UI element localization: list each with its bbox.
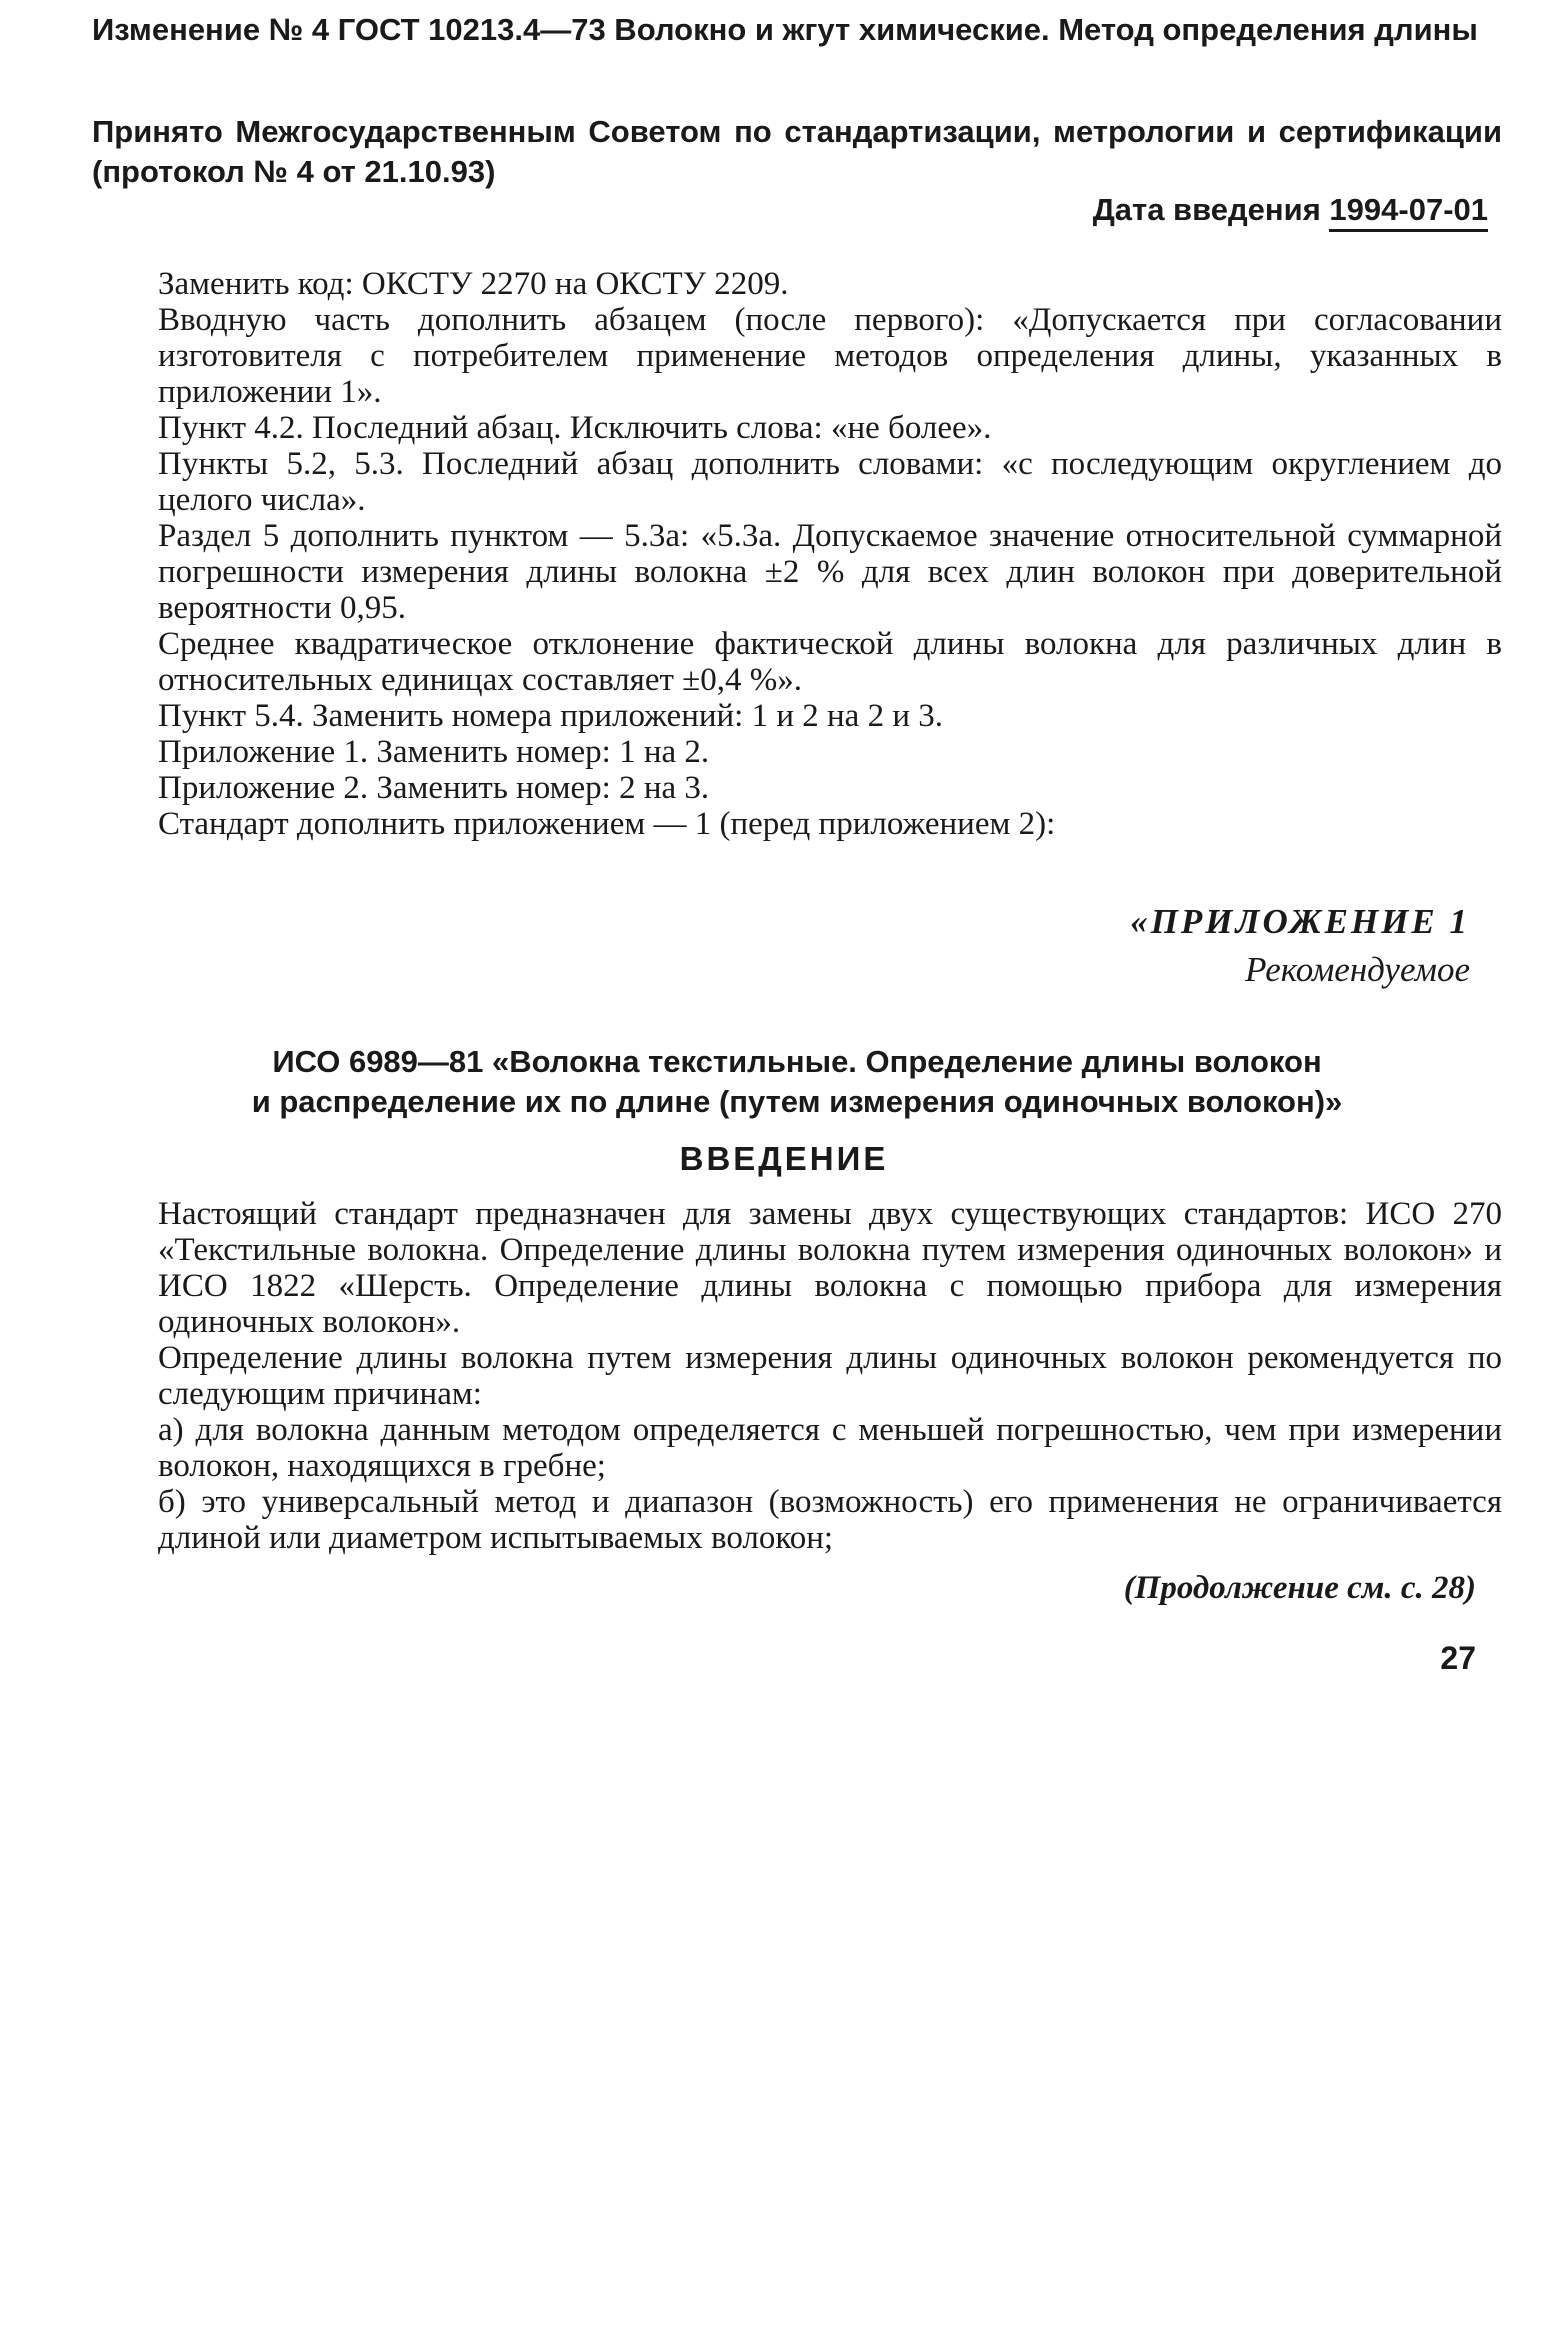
- change-item: Стандарт дополнить приложением — 1 (перед приложением 2):: [158, 806, 1056, 842]
- change-item: Среднее квадратическое отклонение фактической длины волокна для различных длин в относительных единицах составляет ±0,4 %».: [158, 626, 1502, 698]
- appendix-title: «ПРИЛОЖЕНИЕ 1: [1130, 902, 1470, 941]
- intro-date-value: 1994-07-01: [1329, 192, 1488, 232]
- page-number: 27: [1440, 1640, 1476, 1676]
- amendment-title: Изменение № 4 ГОСТ 10213.4—73 Волокно и жгут химические. Метод определения длины: [92, 12, 1478, 47]
- change-item: Раздел 5 дополнить пунктом — 5.3а: «5.3а. Допускаемое значение относительной суммарной погрешности измерения длины волокна ±2 % для всех длин волокон при доверительной вероятности 0,95.: [158, 518, 1502, 626]
- change-item: Пункты 5.2, 5.3. Последний абзац дополнить словами: «с последующим округлением до целого числа».: [158, 446, 1502, 518]
- intro-paragraph: а) для волокна данным методом определяется с меньшей погрешностью, чем при измерении волокон, находящихся в гребне;: [158, 1412, 1502, 1484]
- intro-paragraph: Настоящий стандарт предназначен для замены двух существующих стандартов: ИСО 270 «Текстильные волокна. Определение длины волокна путем измерения одиночных волокон» и ИСО 1822 «Шерсть. Определение длины волокна с помощью прибора для измерения одиночных волокон».: [158, 1196, 1502, 1340]
- change-item: Пункт 5.4. Заменить номера приложений: 1 и 2 на 2 и 3.: [158, 698, 943, 734]
- change-item: Заменить код: ОКСТУ 2270 на ОКСТУ 2209.: [158, 266, 789, 302]
- intro-date: [1093, 190, 1488, 230]
- change-item: Вводную часть дополнить абзацем (после первого): «Допускается при согласовании изготовителя с потребителем применение методов определения длины, указанных в приложении 1».: [158, 302, 1502, 410]
- appendix-heading: [870, 898, 1470, 994]
- adoption-note: Принято Межгосударственным Советом по стандартизации, метрологии и сертификации (протокол № 4 от 21.10.93): [92, 114, 1502, 189]
- iso-title: [92, 1042, 1502, 1122]
- changes-list: [158, 266, 1502, 842]
- change-item: Приложение 1. Заменить номер: 1 на 2.: [158, 734, 710, 770]
- intro-paragraph: Определение длины волокна путем измерения длины одиночных волокон рекомендуется по следующим причинам:: [158, 1340, 1502, 1412]
- intro-paragraph: б) это универсальный метод и диапазон (возможность) его применения не ограничивается длиной или диаметром испытываемых волокон;: [158, 1484, 1502, 1556]
- intro-heading: ВВЕДЕНИЕ: [679, 1140, 889, 1177]
- iso-title-line1: ИСО 6989—81 «Волокна текстильные. Определение длины волокон: [272, 1044, 1322, 1079]
- appendix-subtitle: Рекомендуемое: [1245, 950, 1470, 989]
- intro-date-label: Дата введения: [1092, 192, 1321, 227]
- change-item: Приложение 2. Заменить номер: 2 на 3.: [158, 770, 710, 806]
- change-item: Пункт 4.2. Последний абзац. Исключить слова: «не более».: [158, 410, 992, 446]
- iso-title-line2: и распределение их по длине (путем измерения одиночных волокон)»: [251, 1084, 1343, 1119]
- intro-text: [158, 1196, 1502, 1556]
- continuation-note: (Продолжение см. с. 28): [1123, 1570, 1476, 1606]
